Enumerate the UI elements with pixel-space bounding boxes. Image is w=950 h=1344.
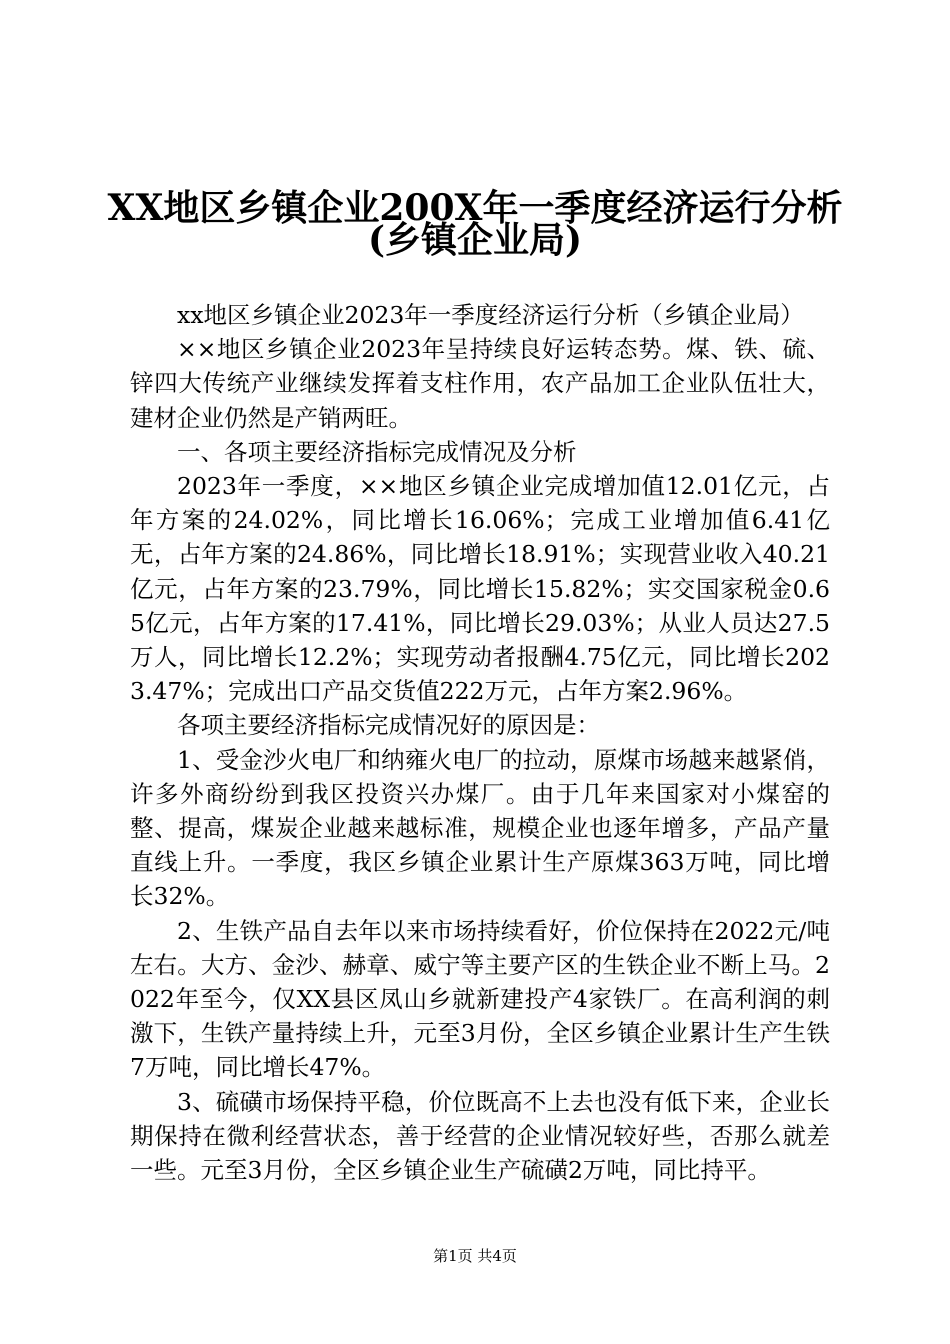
document-body <box>130 298 830 1187</box>
document-title: XX地区乡镇企业200X年一季度经济运行分析 <box>107 187 843 229</box>
section-heading-indicators: 一、各项主要经济指标完成情况及分析 <box>177 437 577 466</box>
paragraph-intro-title: xx地区乡镇企业2023年一季度经济运行分析（乡镇企业局） <box>177 301 804 329</box>
paragraph-reason-sulfur: 3、硫磺市场保持平稳，价位既高不上去也没有低下来，企业长期保持在微利经营状态，善于经营的企业情况较好些，否那么就差一些。元至3月份，全区乡镇企业生产硫磺2万吨，同比持平。 <box>130 1087 830 1185</box>
paragraph-indicators: 2023年一季度，××地区乡镇企业完成增加值12.01亿元，占年方案的24.02%，同比增长16.06%；完成工业增加值6.41亿无，占年方案的24.86%，同比增长18.91%；实现营业收入40.21亿元，占年方案的23.79%，同比增长15.82%；实交国家税金0.65亿元，占年方案的17.41%，同比增长29.03%；从业人员达27.5万人，同比增长12.2%；实现劳动者报酬4.75亿元，同比增长2023.47%；完成出口产品交货值222万元，占年方案2.96%。 <box>130 472 830 706</box>
document-subtitle: (乡镇企业局) <box>367 219 583 261</box>
paragraph-reason-coal: 1、受金沙火电厂和纳雍火电厂的拉动，原煤市场越来越紧俏，许多外商纷纷到我区投资兴办煤厂。由于几年来国家对小煤窑的整、提高，煤炭企业越来越标准，规模企业也逐年增多，产品产量直线上升。一季度，我区乡镇企业累计生产原煤363万吨，同比增长32%。 <box>130 745 830 911</box>
paragraph-reasons-intro: 各项主要经济指标完成情况好的原因是： <box>177 711 600 740</box>
page-number-footer: 第1页 共4页 <box>433 1247 517 1265</box>
paragraph-overview: ××地区乡镇企业2023年呈持续良好运转态势。煤、铁、硫、锌四大传统产业继续发挥着支柱作用，农产品加工企业队伍壮大，建材企业仍然是产销两旺。 <box>130 335 830 432</box>
paragraph-reason-iron: 2、生铁产品自去年以来市场持续看好，价位保持在2022元/吨左右。大方、金沙、赫章、威宁等主要产区的生铁企业不断上马。2022年至今，仅XX县区凤山乡就新建投产4家铁厂。在高利润的刺激下，生铁产量持续上升，元至3月份，全区乡镇企业累计生产生铁7万吨，同比增长47%。 <box>130 916 830 1082</box>
